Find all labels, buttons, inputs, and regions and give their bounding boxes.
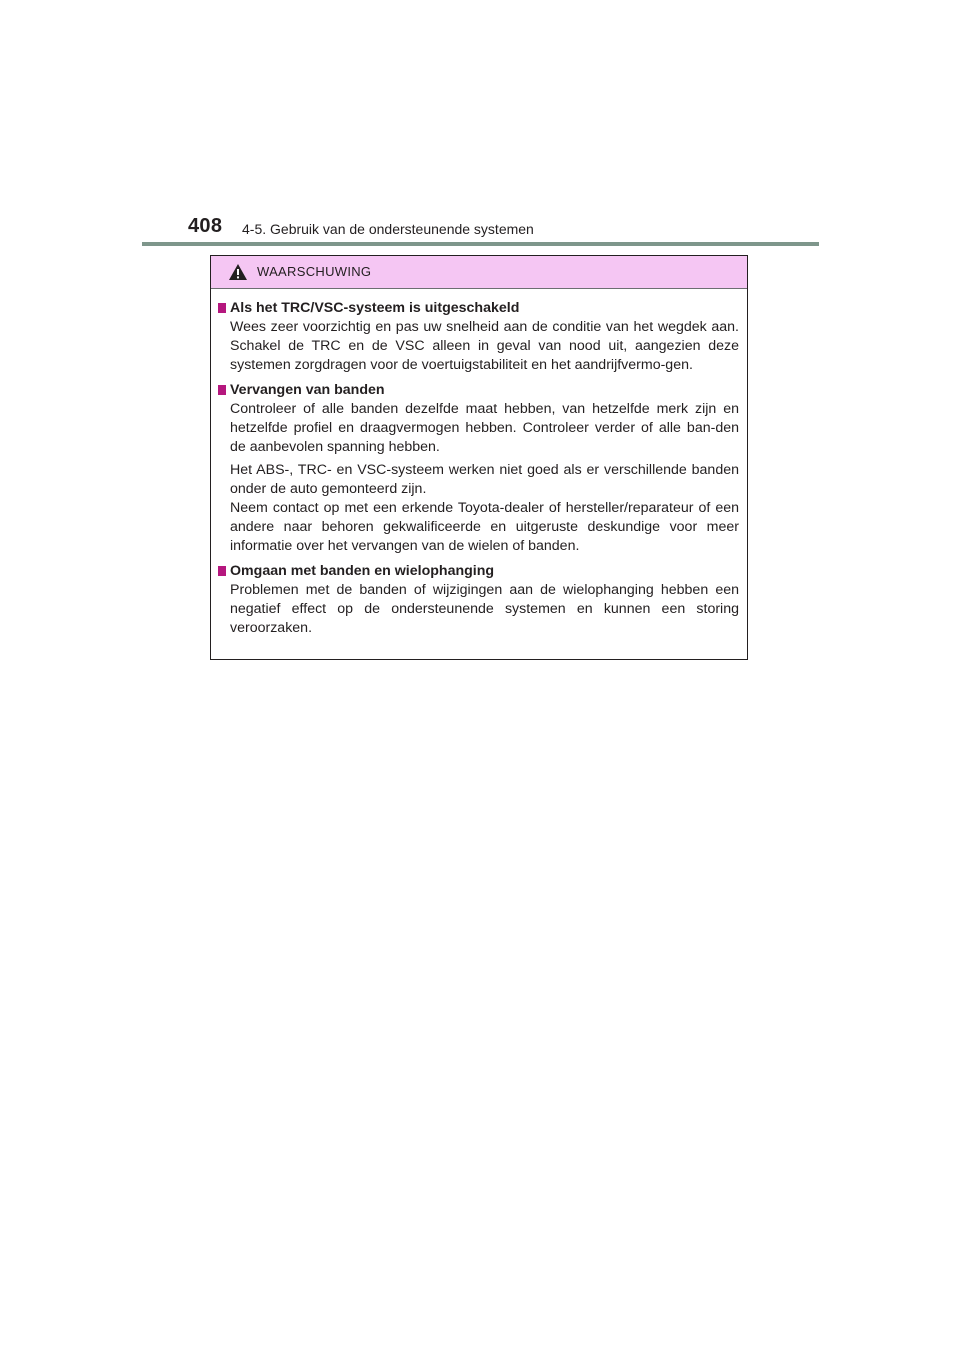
square-bullet-icon xyxy=(218,303,226,313)
item-heading-text: Vervangen van banden xyxy=(230,382,385,398)
item-paragraph: Wees zeer voorzichtig en pas uw snelheid aan de conditie van het wegdek aan. Schakel de TRC en de VSC alleen in geval van nood uit, aangezien deze systemen zorgdragen voor de voertuigstabiliteit en het aandrijfvermo-gen. xyxy=(230,319,739,373)
warning-item xyxy=(218,381,739,556)
square-bullet-icon xyxy=(218,566,226,576)
item-paragraph: Controleer of alle banden dezelfde maat hebben, van hetzelfde merk zijn en hetzelfde profiel en draagvermogen hebben. Controleer verder of alle ban-den de aanbevolen spanning hebben. xyxy=(230,401,739,455)
warning-box xyxy=(210,255,748,660)
section-title: 4-5. Gebruik van de ondersteunende systemen xyxy=(242,221,534,237)
warning-title: WAARSCHUWING xyxy=(257,264,372,279)
warning-item xyxy=(218,299,739,375)
warning-item xyxy=(218,562,739,638)
item-paragraph: Problemen met de banden of wijzigingen aan de wielophanging hebben een negatief effect op de ondersteunende systemen en kunnen een storing veroorzaken. xyxy=(230,582,739,636)
warning-triangle-icon xyxy=(228,263,248,281)
page-header xyxy=(188,214,828,244)
item-heading xyxy=(218,299,739,318)
page-number: 408 xyxy=(188,215,223,237)
item-paragraph: Het ABS-, TRC- en VSC-systeem werken niet goed als er verschillende banden onder de auto gemonteerd zijn. xyxy=(230,462,739,497)
header-rule xyxy=(142,242,819,246)
warning-body xyxy=(211,289,747,638)
square-bullet-icon xyxy=(218,385,226,395)
item-paragraph: Neem contact op met een erkende Toyota-dealer of hersteller/reparateur of een andere naar behoren gekwalificeerde en uitgeruste deskundige voor meer informatie over het vervangen van de wielen of banden. xyxy=(230,500,739,554)
item-heading-text: Als het TRC/VSC-systeem is uitgeschakeld xyxy=(230,300,520,316)
warning-header xyxy=(211,256,747,289)
item-heading-text: Omgaan met banden en wielophanging xyxy=(230,563,495,579)
item-heading xyxy=(218,562,739,581)
item-heading xyxy=(218,381,739,400)
